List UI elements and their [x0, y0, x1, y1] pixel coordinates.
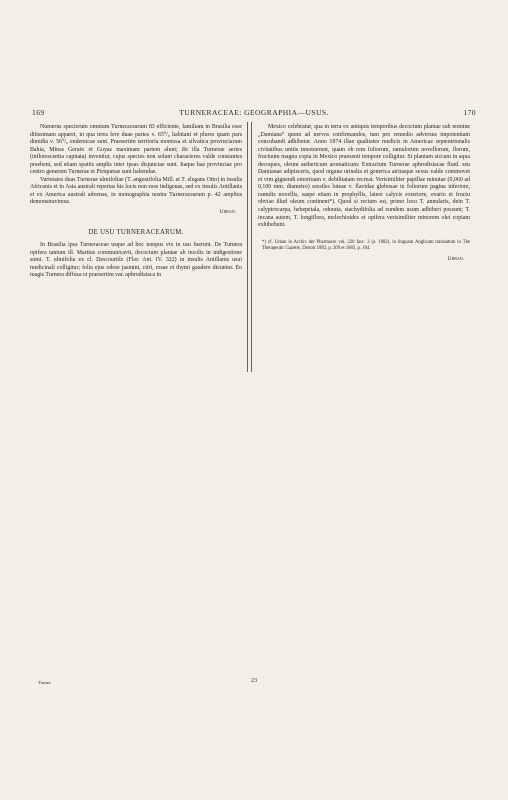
running-title: TURNERACEAE: GEOGRAPHIA—USUS. [179, 108, 329, 117]
paragraph-usage: In Brasilia ipsa Turneraceae usque ad hoc tempus vix in usu fuerunt. De Turnera opifera tantum ill. Martius communicavit, decoctum plantae ab incolis in indigestione sumi. T. ulmifolia ex cl. Descourtilz (Flor. Ant. IV. 322) in insulis Antillanis usui medicinali colligitur; folia ejus odore jasmini, citri, rosae et thymi gaudere dicuntur. Eo magis Turnera diffusa et praesertim var. aphrodisiaca in [30, 242, 242, 279]
right-column [258, 124, 470, 264]
footer-sheet-number: 23 [250, 677, 258, 684]
left-column [30, 124, 242, 280]
author-signature: Urban. [219, 209, 236, 216]
footnote [258, 240, 470, 252]
paragraph-damiana: Mexico celebratur, qua in terra ex antiquis temporibus decoctum plantae sub nomine „Damiana“ quum ad nervos confirmandos, tum pro remedio adversus impotentiam concubandi adhibetur. Anno 1874 illae qualitates medicis in Americae septentrionalis civitatibus unitis innotuerunt, quam ob rem foliorum, ramulorum novellorum, florum, fructuum magna copia in Mexico praesenti tempore colligitur. Si plantam siccam in aqua decoques, oleum aethericum aromaticum: Extractum Turnerae aphrodisiacae fluid. seu Damianae adipisceris, quod organa urinalia et generica atriusque sexus valde commovet et vim gignendi emortuam v. debilitatam recreat. Verisimiliter papillae minutae (0,060 ad 0,100 mm. diametro) sessiles luteae v. flavidae globosae in foliorum pagina inferiore, ramulis novellis, saepe etiam in prophyllis, latere calycis exteriore, ovario et fructu obviae illud oleum continent*). Quod si rectum est, primo loco T. annularis, dein T. calyptrocarpa, hebepetala, odorata, stachydifolia ad eundem usum adhiberi possunt; T. incana autem, T. longiflora, melochioides et opifera verisimiliter minorem olei copiam exhibebunt. [258, 124, 470, 229]
page-number-left: 169 [32, 108, 45, 117]
paragraph-varieties: Varietates duas Turnerae ulmifoliae (T. angustifolia Mill. et T. elegans Otto) in insulis Africanis et in Asia australi repertas his locis non esse indigenas, sed ex insulis Antillanis et ex America australi advenas, in monographia nostra Turneracearum p. 42 amplius demonstravimus. [30, 176, 242, 206]
footer-section-name: Turner. [38, 680, 52, 685]
running-header [32, 108, 476, 120]
page-number-right: 170 [463, 108, 476, 117]
section-heading: DE USU TURNERACEARUM. [88, 228, 184, 236]
footnote-text: *) cf. Urban in Archiv der Pharmacie vol. 220 fasc. 3 (a. 1882), in linguam Anglicam translatum in The Therapeutic Gazette, Detroit 1882, p. 209 et 1883, p. 104. [262, 239, 470, 251]
paragraph-species-count: Numerus specierum omnium Turneracearum 83 efficiente, familiam in Brasilia esse ditissimam apparet, in qua terra fere duae partes v. 65⁰/₀ habitant et plures quam pars dimidia v. 56⁰/₀ endemicae sunt. Praesertim territoria montosa et silvatica provinciarum Bahia, Minas Geraës et Goyaz maximam partem alunt; ibi illa Turnerae series (inflorescentia capitata) invenitur, cujus species non solum characteres valde constantes praebent, sed etiam spatiis amplis inter ipsas disjunctae sunt. Itaque hae provinciae pro centro generum Turnerae et Piriquetae sunt habendae. [30, 124, 242, 176]
column-divider [247, 122, 252, 372]
author-signature-right: Urban. [447, 256, 464, 263]
